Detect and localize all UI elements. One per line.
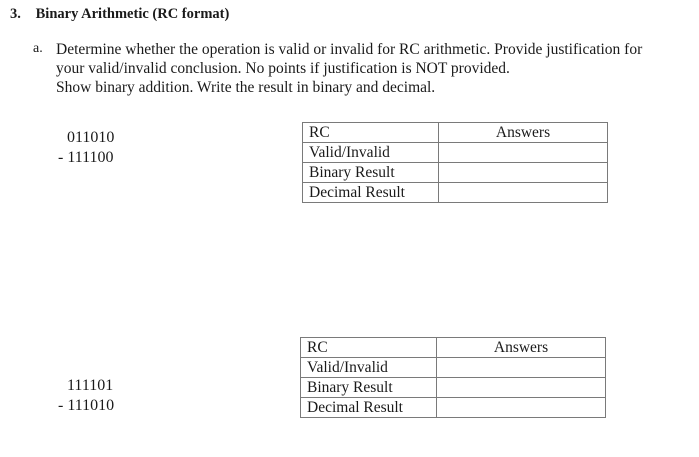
row-label-binary-result: Binary Result	[303, 163, 439, 183]
operation-1	[58, 128, 114, 168]
instruction-line: your valid/invalid conclusion. No points if justification is NOT provided.	[56, 60, 510, 77]
part-letter: a.	[33, 41, 43, 56]
answer-table-1	[302, 122, 608, 203]
answers-header: Answers	[437, 338, 606, 358]
table-header-row	[301, 338, 606, 358]
row-label-valid-invalid: Valid/Invalid	[303, 143, 439, 163]
table-row	[301, 378, 606, 398]
row-label-decimal-result: Decimal Result	[301, 398, 437, 418]
instruction-line: Show binary addition. Write the result in binary and decimal.	[56, 79, 436, 96]
answer-cell-decimal-result[interactable]	[439, 183, 608, 203]
answer-table-2	[300, 337, 606, 418]
operand-2: - 111100	[58, 149, 114, 166]
operand-1: 011010	[67, 129, 115, 146]
answer-cell-valid-invalid[interactable]	[437, 358, 606, 378]
rc-header: RC	[301, 338, 437, 358]
table-row	[301, 358, 606, 378]
table-row	[301, 398, 606, 418]
row-label-valid-invalid: Valid/Invalid	[301, 358, 437, 378]
row-label-decimal-result: Decimal Result	[303, 183, 439, 203]
operand-2: - 111010	[58, 397, 115, 414]
operation-2	[58, 376, 114, 416]
row-label-binary-result: Binary Result	[301, 378, 437, 398]
table-header-row	[303, 123, 608, 143]
answer-cell-binary-result[interactable]	[439, 163, 608, 183]
instruction-line: Determine whether the operation is valid or invalid for RC arithmetic. Provide justification for	[56, 41, 643, 58]
problem-number: 3.	[10, 6, 21, 22]
instructions	[56, 40, 642, 97]
answer-cell-valid-invalid[interactable]	[439, 143, 608, 163]
problem-heading	[10, 6, 229, 23]
problem-title: Binary Arithmetic (RC format)	[35, 6, 230, 22]
table-row	[303, 163, 608, 183]
table-row	[303, 183, 608, 203]
answer-cell-binary-result[interactable]	[437, 378, 606, 398]
operand-1: 111101	[67, 377, 114, 394]
table-row	[303, 143, 608, 163]
rc-header: RC	[303, 123, 439, 143]
answer-cell-decimal-result[interactable]	[437, 398, 606, 418]
answers-header: Answers	[439, 123, 608, 143]
